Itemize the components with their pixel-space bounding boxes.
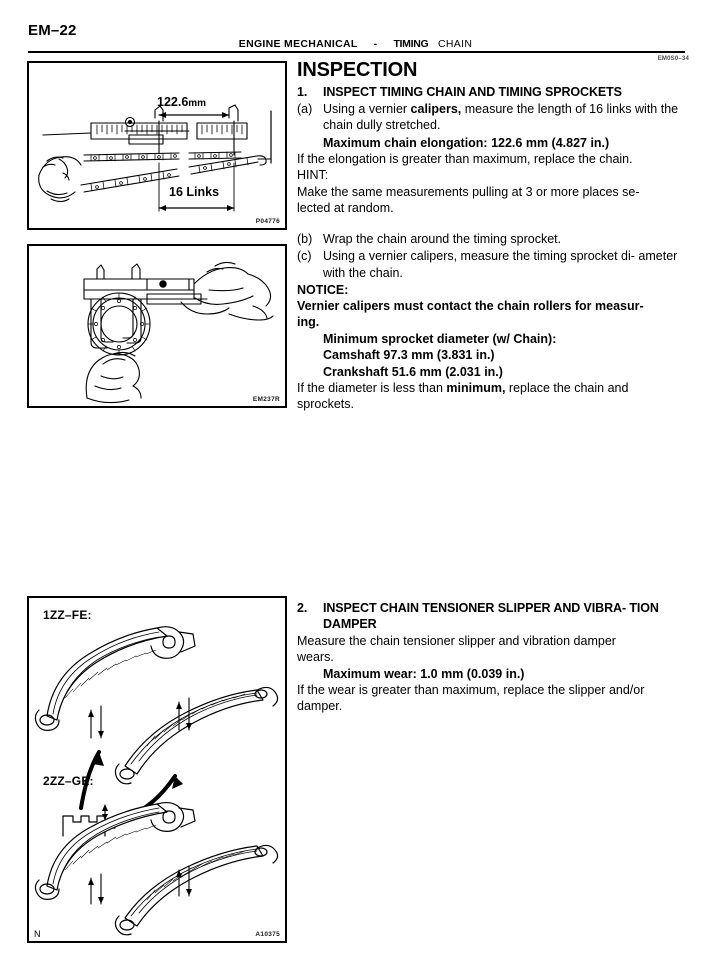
step-1a bbox=[297, 101, 689, 134]
notice-label: NOTICE: bbox=[297, 282, 349, 297]
figure-3-variant-1zz-fe-label: 1ZZ–FE: bbox=[43, 608, 92, 622]
hint-line-1: Make the same measurements pulling at 3 or more places se- bbox=[297, 184, 640, 199]
step-1b-tag: (b) bbox=[297, 232, 313, 246]
figure-sprocket-diameter-measurement bbox=[27, 244, 287, 408]
step-1a-tag: (a) bbox=[297, 102, 313, 116]
step-2-closing-line-1: If the wear is greater than maximum, replace the slipper and/or bbox=[297, 683, 645, 697]
inspection-text-column bbox=[297, 60, 689, 413]
step-2-body-line-1: Measure the chain tensioner slipper and vibration damper bbox=[297, 634, 616, 648]
page-number: EM–22 bbox=[28, 22, 77, 39]
step-1c-text: Using a vernier calipers, measure the timing sprocket di- ameter with the chain. bbox=[323, 249, 678, 280]
figure-tensioner-slipper-vibration-damper bbox=[27, 596, 287, 943]
step-1-number: 1. bbox=[297, 85, 308, 99]
header-divider bbox=[28, 51, 685, 53]
figure-1-links-label: 16 Links bbox=[169, 185, 220, 199]
figure-3-variant-2zz-ge-label: 2ZZ–GE: bbox=[43, 774, 94, 788]
step-1-spec-chain-elongation: Maximum chain elongation: 122.6 mm (4.827 in.) bbox=[323, 135, 610, 150]
hint-line-2: lected at random. bbox=[297, 200, 394, 215]
notice-body-line-2: ing. bbox=[297, 315, 320, 330]
figure-3-corner-mark: N bbox=[34, 929, 41, 939]
figure-chain-elongation-measurement bbox=[27, 61, 287, 230]
step-1b bbox=[297, 231, 689, 247]
figure-1-illustration bbox=[29, 63, 285, 228]
running-head-right-light: CHAIN bbox=[438, 38, 473, 50]
step-1c-tag: (c) bbox=[297, 249, 312, 264]
notice-body-line-1: Vernier calipers must contact the chain rollers for measur- bbox=[297, 299, 644, 313]
figure-3-illustration bbox=[29, 598, 285, 941]
step-2-closing-line-2: damper. bbox=[297, 699, 343, 714]
step-2-body-line-2: wears. bbox=[297, 650, 334, 665]
step-1-heading-text: INSPECT TIMING CHAIN AND TIMING SPROCKETS bbox=[323, 85, 622, 99]
figure-1-code: P04776 bbox=[255, 218, 280, 225]
step-1-closing-line-2: sprockets. bbox=[297, 397, 354, 412]
spec-camshaft: Camshaft 97.3 mm (3.831 in.) bbox=[323, 348, 495, 362]
running-head-separator: - bbox=[373, 38, 378, 50]
spec-crankshaft: Crankshaft 51.6 mm (2.031 in.) bbox=[323, 364, 503, 379]
figure-2-code: EM237R bbox=[252, 396, 280, 403]
spec-minimum-sprocket-diameter-head: Minimum sprocket diameter (w/ Chain): bbox=[323, 331, 557, 346]
running-head bbox=[28, 38, 683, 50]
step-2-heading-text: INSPECT CHAIN TENSIONER SLIPPER AND VIBRA- TION DAMPER bbox=[323, 601, 659, 631]
step-2-text-column bbox=[297, 600, 689, 715]
running-head-left: ENGINE MECHANICAL bbox=[238, 38, 358, 50]
step-1c bbox=[297, 248, 689, 281]
step-2-number: 2. bbox=[297, 601, 308, 615]
step-2-heading bbox=[297, 600, 689, 632]
hint-label: HINT: bbox=[297, 168, 329, 183]
figure-1-dimension-label: 122.6mm bbox=[157, 95, 207, 109]
step-1-closing-line-1: If the diameter is less than minimum, replace the chain and bbox=[297, 381, 629, 395]
figure-2-illustration bbox=[29, 246, 285, 406]
step-1b-text: Wrap the chain around the timing sprocket. bbox=[323, 232, 562, 246]
document-code: EM0S0–34 bbox=[657, 56, 689, 62]
running-head-right-strong: TIMING bbox=[393, 38, 429, 50]
step-1a-text: Using a vernier calipers, measure the length of 16 links with the chain dully stretched. bbox=[323, 102, 679, 133]
spec-maximum-wear: Maximum wear: 1.0 mm (0.039 in.) bbox=[323, 666, 525, 681]
section-title: INSPECTION bbox=[297, 59, 418, 81]
step-1-after-spec: If the elongation is greater than maximum, replace the chain. bbox=[297, 152, 633, 166]
figure-3-code: A10375 bbox=[255, 931, 280, 938]
step-1-heading bbox=[297, 84, 689, 100]
